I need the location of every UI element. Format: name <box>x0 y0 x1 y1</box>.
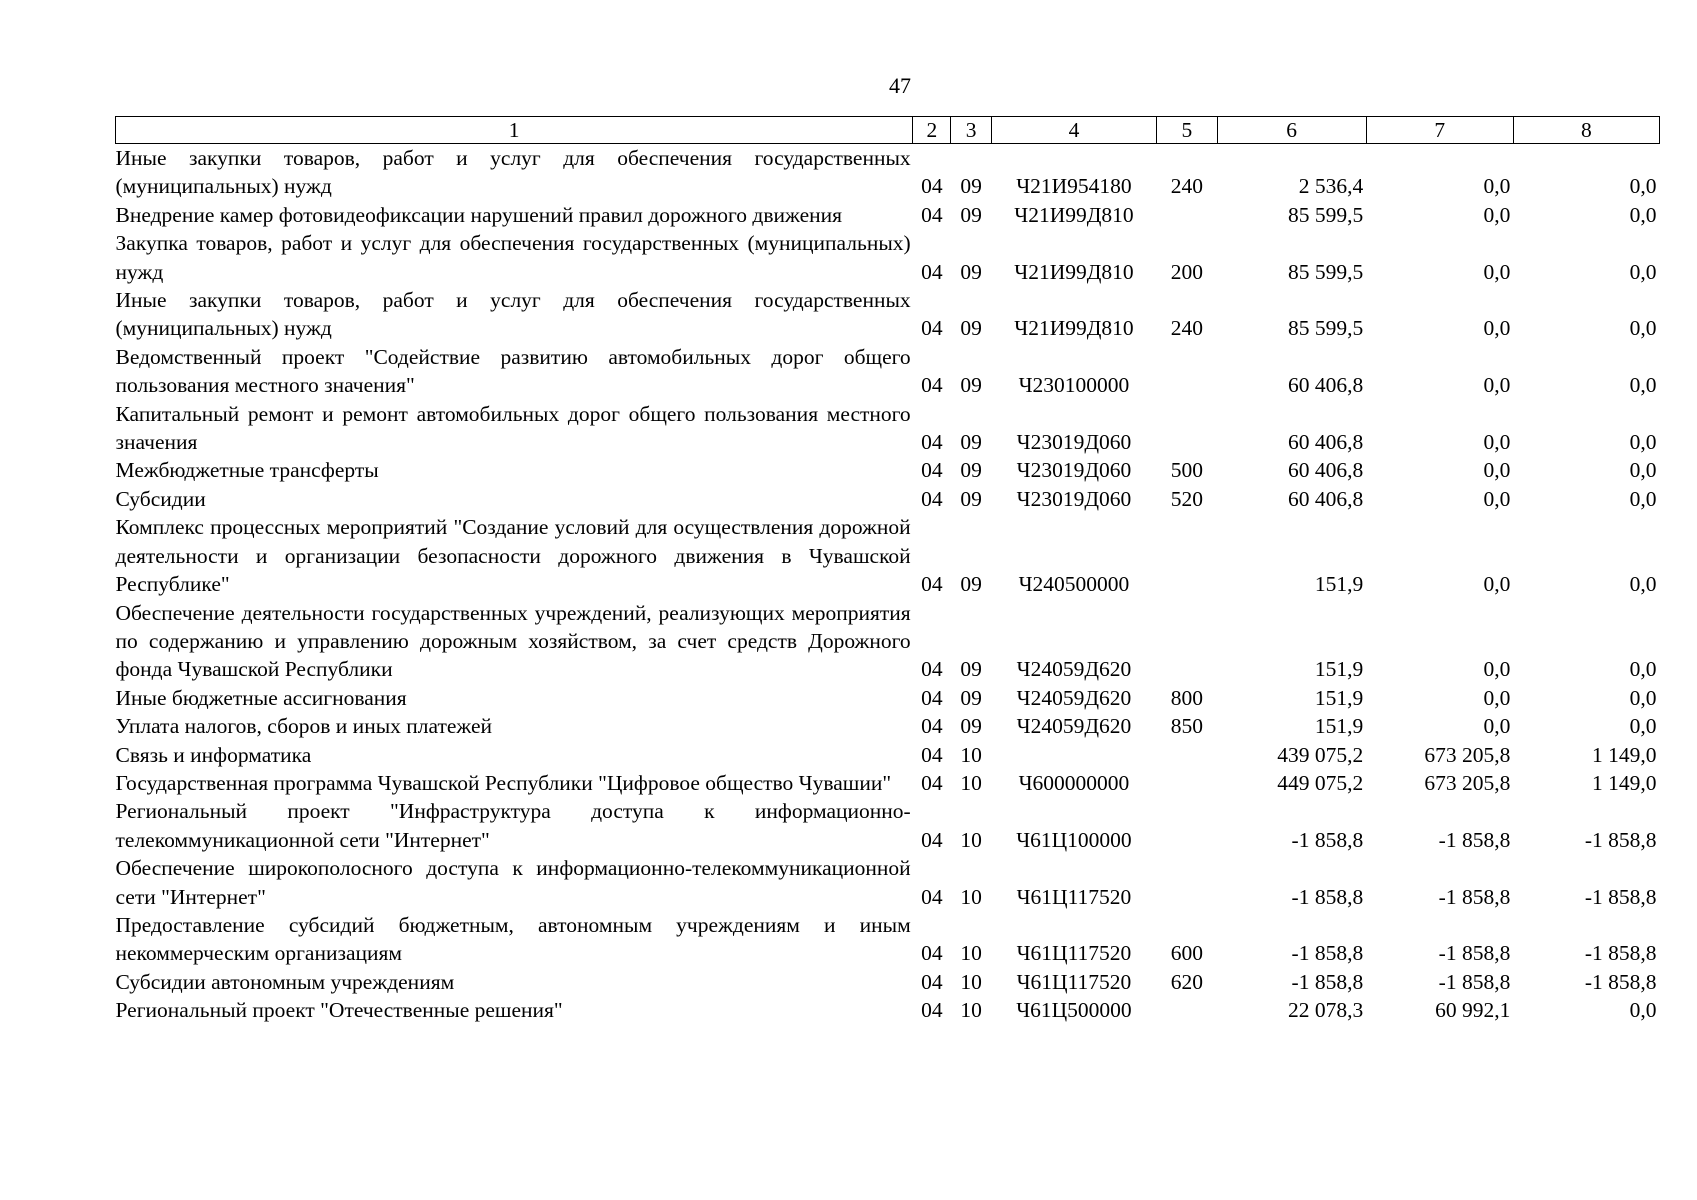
table-row <box>116 797 1660 854</box>
row-section: 04 <box>921 316 943 341</box>
row-subsection: 09 <box>960 316 982 341</box>
row-subsection: 10 <box>960 941 982 966</box>
table-row <box>116 513 1660 598</box>
row-amount-2: -1 858,8 <box>1438 941 1511 966</box>
row-expense-type <box>1157 996 1217 1024</box>
table-row <box>116 968 1660 996</box>
row-amount-2: 0,0 <box>1483 373 1511 398</box>
row-subsection: 10 <box>960 770 982 795</box>
row-amount-1: 151,9 <box>1314 657 1364 682</box>
row-amount-2: 673 205,8 <box>1424 742 1511 767</box>
table-row <box>116 485 1660 513</box>
row-name: Связь и информатика <box>115 742 312 767</box>
header-col-7: 7 <box>1366 117 1513 144</box>
row-amount-3: -1 858,8 <box>1584 969 1657 994</box>
row-expense-type: 500 <box>1170 458 1203 483</box>
row-subsection: 10 <box>960 742 982 767</box>
header-col-3: 3 <box>951 117 991 144</box>
row-amount-2: 0,0 <box>1483 174 1511 199</box>
row-name: Комплекс процессных мероприятий "Создание условий для осуществления дорожной деятельности и организации безопасности дорожного движения в Чувашской Республике" <box>115 515 911 597</box>
row-section: 04 <box>921 969 943 994</box>
header-col-6: 6 <box>1217 117 1366 144</box>
row-amount-1: 151,9 <box>1314 714 1364 739</box>
row-target-article: Ч61Ц100000 <box>1016 827 1132 852</box>
row-section: 04 <box>921 998 943 1023</box>
row-target-article: Ч21И99Д810 <box>1014 316 1134 341</box>
row-subsection: 10 <box>960 998 982 1023</box>
row-target-article: Ч24059Д620 <box>1016 657 1132 682</box>
row-target-article: Ч24059Д620 <box>1016 685 1132 710</box>
table-row <box>116 456 1660 484</box>
table-row <box>116 599 1660 684</box>
row-name: Предоставление субсидий бюджетным, автономным учреждениям и иным некоммерческим организациям <box>115 912 911 966</box>
table-row <box>116 343 1660 400</box>
row-amount-1: 2 536,4 <box>1298 174 1364 199</box>
row-subsection: 09 <box>960 458 982 483</box>
row-subsection: 09 <box>960 572 982 597</box>
row-amount-1: 60 406,8 <box>1287 486 1364 511</box>
row-expense-type: 240 <box>1170 174 1203 199</box>
row-name: Закупка товаров, работ и услуг для обеспечения государственных (муниципальных) нужд <box>115 231 911 284</box>
row-amount-2: 0,0 <box>1483 572 1511 597</box>
row-expense-type: 850 <box>1170 714 1203 739</box>
row-expense-type <box>1157 741 1217 769</box>
row-expense-type <box>1157 343 1217 400</box>
row-section: 04 <box>921 259 943 284</box>
row-name: Обеспечение деятельности государственных учреждений, реализующих мероприятия по содержанию и управлению дорожным хозяйством, за счет средств Дорожного фонда Чувашской Республики <box>115 600 911 682</box>
row-name: Обеспечение широкополосного доступа к информационно-телекоммуникационной сети "Интернет" <box>115 856 911 909</box>
table-row <box>116 854 1660 911</box>
row-name: Региональный проект "Отечественные решения" <box>115 998 563 1023</box>
row-amount-1: -1 858,8 <box>1291 884 1364 909</box>
row-name: Региональный проект "Инфраструктура доступа к информационно-телекоммуникационной сети "Интернет" <box>115 799 911 852</box>
row-amount-1: 439 075,2 <box>1277 742 1364 767</box>
row-expense-type: 600 <box>1170 941 1203 966</box>
row-amount-3: 0,0 <box>1629 685 1657 710</box>
row-section: 04 <box>921 202 943 227</box>
header-col-1: 1 <box>116 117 913 144</box>
row-name: Субсидии <box>115 486 206 511</box>
row-target-article: Ч61Ц117520 <box>1016 969 1132 994</box>
row-target-article: Ч23019Д060 <box>1016 430 1132 455</box>
row-amount-3: 0,0 <box>1629 259 1657 284</box>
row-expense-type: 520 <box>1170 486 1203 511</box>
row-target-article: Ч23019Д060 <box>1016 486 1132 511</box>
row-amount-2: -1 858,8 <box>1438 969 1511 994</box>
row-amount-3: 0,0 <box>1629 202 1657 227</box>
row-expense-type <box>1157 599 1217 684</box>
table-row <box>116 229 1660 286</box>
row-amount-1: 60 406,8 <box>1287 373 1364 398</box>
row-name: Уплата налогов, сборов и иных платежей <box>115 714 493 739</box>
row-name: Внедрение камер фотовидеофиксации нарушений правил дорожного движения <box>115 202 843 227</box>
row-target-article: Ч600000000 <box>1018 770 1130 795</box>
row-amount-3: -1 858,8 <box>1584 884 1657 909</box>
row-expense-type <box>1157 201 1217 229</box>
row-amount-3: 0,0 <box>1629 430 1657 455</box>
row-subsection: 09 <box>960 202 982 227</box>
row-amount-2: 0,0 <box>1483 486 1511 511</box>
table-row <box>116 400 1660 457</box>
row-expense-type: 800 <box>1170 685 1203 710</box>
row-subsection: 09 <box>960 657 982 682</box>
row-amount-1: 151,9 <box>1314 685 1364 710</box>
row-target-article: Ч21И99Д810 <box>1014 202 1134 227</box>
row-name: Иные закупки товаров, работ и услуг для обеспечения государственных (муниципальных) нужд <box>115 288 911 341</box>
header-col-5: 5 <box>1157 117 1217 144</box>
row-section: 04 <box>921 685 943 710</box>
row-amount-3: -1 858,8 <box>1584 941 1657 966</box>
row-expense-type: 620 <box>1170 969 1203 994</box>
table-row <box>116 741 1660 769</box>
row-name: Иные закупки товаров, работ и услуг для обеспечения государственных (муниципальных) нужд <box>115 146 911 199</box>
row-name: Государственная программа Чувашской Республики "Цифровое общество Чувашии" <box>115 770 892 795</box>
row-target-article: Ч24059Д620 <box>1016 714 1132 739</box>
table-header <box>116 117 1660 144</box>
row-section: 04 <box>921 770 943 795</box>
page-number: 47 <box>889 73 911 98</box>
table-row <box>116 201 1660 229</box>
header-col-4: 4 <box>991 117 1156 144</box>
header-col-2: 2 <box>913 117 951 144</box>
row-amount-3: -1 858,8 <box>1584 827 1657 852</box>
row-expense-type <box>1157 400 1217 457</box>
row-expense-type <box>1157 769 1217 797</box>
row-expense-type <box>1157 797 1217 854</box>
row-subsection: 09 <box>960 174 982 199</box>
row-expense-type: 240 <box>1170 316 1203 341</box>
row-name: Субсидии автономным учреждениям <box>115 969 455 994</box>
row-amount-1: 22 078,3 <box>1287 998 1364 1023</box>
row-target-article: Ч21И954180 <box>1016 174 1132 199</box>
row-expense-type <box>1157 854 1217 911</box>
row-amount-2: 0,0 <box>1483 259 1511 284</box>
row-amount-1: 151,9 <box>1314 572 1364 597</box>
row-amount-3: 0,0 <box>1629 714 1657 739</box>
row-section: 04 <box>921 827 943 852</box>
row-amount-3: 0,0 <box>1629 174 1657 199</box>
row-target-article <box>991 741 1156 769</box>
row-section: 04 <box>921 884 943 909</box>
row-section: 04 <box>921 742 943 767</box>
row-subsection: 09 <box>960 259 982 284</box>
row-subsection: 10 <box>960 884 982 909</box>
row-subsection: 10 <box>960 827 982 852</box>
row-subsection: 10 <box>960 969 982 994</box>
row-section: 04 <box>921 657 943 682</box>
row-name: Межбюджетные трансферты <box>115 458 379 483</box>
table-row <box>116 286 1660 343</box>
row-amount-1: -1 858,8 <box>1291 941 1364 966</box>
row-expense-type <box>1157 513 1217 598</box>
row-section: 04 <box>921 941 943 966</box>
row-section: 04 <box>921 373 943 398</box>
row-section: 04 <box>921 458 943 483</box>
row-amount-3: 1 149,0 <box>1592 770 1657 795</box>
header-col-8: 8 <box>1513 117 1659 144</box>
row-amount-3: 0,0 <box>1629 486 1657 511</box>
row-amount-3: 0,0 <box>1629 458 1657 483</box>
row-amount-1: 85 599,5 <box>1287 316 1364 341</box>
row-amount-3: 0,0 <box>1629 572 1657 597</box>
table-row <box>116 996 1660 1024</box>
row-amount-1: 60 406,8 <box>1287 458 1364 483</box>
row-amount-1: 60 406,8 <box>1287 430 1364 455</box>
row-amount-2: -1 858,8 <box>1438 827 1511 852</box>
row-amount-1: -1 858,8 <box>1291 969 1364 994</box>
row-amount-1: -1 858,8 <box>1291 827 1364 852</box>
row-name: Иные бюджетные ассигнования <box>115 685 407 710</box>
table-row <box>116 769 1660 797</box>
row-amount-3: 0,0 <box>1629 998 1657 1023</box>
header-row <box>116 117 1660 144</box>
row-amount-2: 0,0 <box>1483 458 1511 483</box>
row-section: 04 <box>921 572 943 597</box>
row-subsection: 09 <box>960 714 982 739</box>
row-amount-3: 0,0 <box>1629 316 1657 341</box>
row-section: 04 <box>921 430 943 455</box>
row-amount-2: 0,0 <box>1483 430 1511 455</box>
table-row <box>116 684 1660 712</box>
row-target-article: Ч240500000 <box>1018 572 1130 597</box>
row-amount-2: 0,0 <box>1483 714 1511 739</box>
row-target-article: Ч61Ц117520 <box>1016 884 1132 909</box>
row-amount-2: 0,0 <box>1483 657 1511 682</box>
row-amount-3: 0,0 <box>1629 373 1657 398</box>
table-row <box>116 911 1660 968</box>
row-subsection: 09 <box>960 486 982 511</box>
row-target-article: Ч61Ц500000 <box>1016 998 1132 1023</box>
table-row <box>116 144 1660 201</box>
row-amount-3: 0,0 <box>1629 657 1657 682</box>
row-name: Ведомственный проект "Содействие развитию автомобильных дорог общего пользования местного значения" <box>115 344 911 398</box>
row-amount-1: 449 075,2 <box>1277 770 1364 795</box>
row-amount-2: 673 205,8 <box>1424 770 1511 795</box>
row-amount-1: 85 599,5 <box>1287 202 1364 227</box>
row-expense-type: 200 <box>1170 259 1203 284</box>
row-subsection: 09 <box>960 430 982 455</box>
row-subsection: 09 <box>960 373 982 398</box>
table-row <box>116 712 1660 740</box>
row-amount-3: 1 149,0 <box>1592 742 1657 767</box>
row-name: Капитальный ремонт и ремонт автомобильных дорог общего пользования местного значения <box>115 401 911 455</box>
row-amount-2: 60 992,1 <box>1435 998 1511 1023</box>
row-target-article: Ч21И99Д810 <box>1014 259 1134 284</box>
row-amount-2: 0,0 <box>1483 685 1511 710</box>
row-amount-2: 0,0 <box>1483 202 1511 227</box>
row-section: 04 <box>921 714 943 739</box>
row-subsection: 09 <box>960 685 982 710</box>
row-section: 04 <box>921 486 943 511</box>
row-amount-1: 85 599,5 <box>1287 259 1364 284</box>
row-amount-2: 0,0 <box>1483 316 1511 341</box>
row-amount-2: -1 858,8 <box>1438 884 1511 909</box>
row-target-article: Ч61Ц117520 <box>1016 941 1132 966</box>
budget-table <box>115 116 1660 1025</box>
table-body <box>116 144 1660 1025</box>
row-section: 04 <box>921 174 943 199</box>
row-target-article: Ч23019Д060 <box>1016 458 1132 483</box>
row-target-article: Ч230100000 <box>1018 373 1130 398</box>
